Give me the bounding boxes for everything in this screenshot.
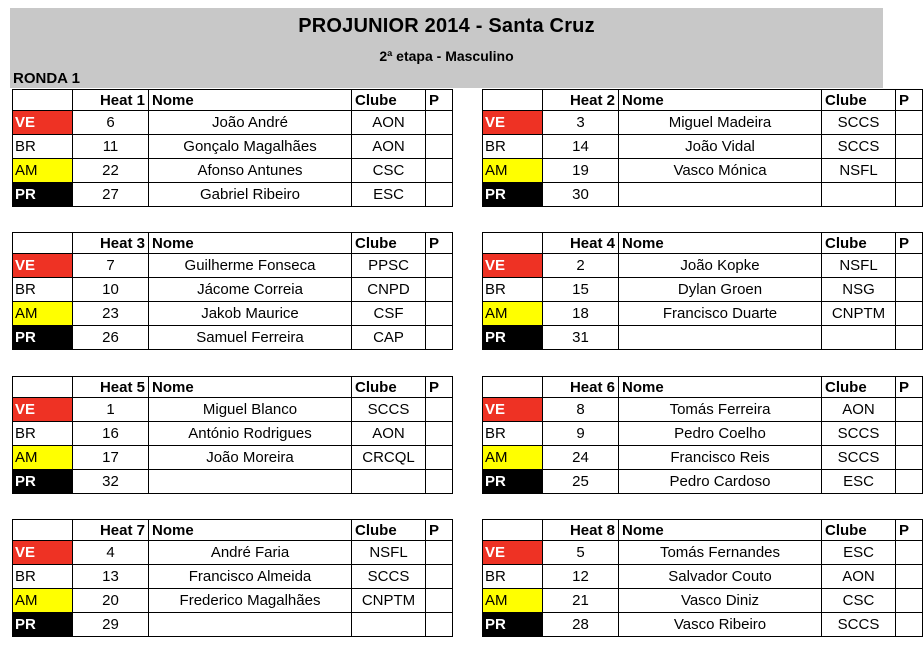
header-club: Clube (822, 90, 896, 111)
surfer-name: Tomás Ferreira (619, 398, 822, 422)
surfer-number: 11 (73, 135, 149, 159)
surfer-club: NSFL (822, 159, 896, 183)
points-cell (426, 111, 453, 135)
surfer-club: SCCS (822, 422, 896, 446)
surfer-number: 3 (543, 111, 619, 135)
header-p: P (426, 233, 453, 254)
surfer-club (822, 183, 896, 207)
surfer-number: 21 (543, 589, 619, 613)
header-p: P (426, 520, 453, 541)
surfer-name: Frederico Magalhães (149, 589, 352, 613)
heat-label: Heat 3 (73, 233, 149, 254)
surfer-name: Jácome Correia (149, 278, 352, 302)
surfer-club (352, 470, 426, 494)
table-row (483, 135, 923, 159)
header-p: P (896, 90, 923, 111)
surfer-name: Francisco Almeida (149, 565, 352, 589)
surfer-name (149, 470, 352, 494)
surfer-name: Pedro Coelho (619, 422, 822, 446)
page-subtitle: 2ª etapa - Masculino (379, 48, 514, 64)
position-badge: BR (483, 278, 543, 302)
table-row (13, 183, 453, 207)
position-badge: AM (13, 446, 73, 470)
table-row (13, 135, 453, 159)
header-club: Clube (822, 520, 896, 541)
surfer-name: Guilherme Fonseca (149, 254, 352, 278)
surfer-number: 1 (73, 398, 149, 422)
position-badge: VE (483, 541, 543, 565)
table-row (13, 254, 453, 278)
surfer-club: AON (352, 135, 426, 159)
surfer-club: SCCS (822, 446, 896, 470)
surfer-number: 16 (73, 422, 149, 446)
heat-header-row (13, 90, 453, 111)
points-cell (426, 183, 453, 207)
heat-header-row (13, 377, 453, 398)
surfer-club: NSG (822, 278, 896, 302)
surfer-number: 6 (73, 111, 149, 135)
table-row (483, 398, 923, 422)
surfer-name: Salvador Couto (619, 565, 822, 589)
surfer-club: CSC (352, 159, 426, 183)
table-row (13, 446, 453, 470)
header-blank (13, 90, 73, 111)
heat-table (482, 232, 923, 350)
header-blank (483, 233, 543, 254)
position-badge: BR (13, 422, 73, 446)
position-badge: VE (483, 254, 543, 278)
heat-table (482, 89, 923, 207)
header-club: Clube (352, 90, 426, 111)
heat-table (12, 232, 453, 350)
surfer-number: 27 (73, 183, 149, 207)
header-name: Nome (619, 90, 822, 111)
surfer-number: 28 (543, 613, 619, 637)
heat-header-row (483, 90, 923, 111)
points-cell (426, 613, 453, 637)
header-name: Nome (149, 377, 352, 398)
surfer-club: CSF (352, 302, 426, 326)
position-badge: BR (13, 135, 73, 159)
position-badge: VE (483, 398, 543, 422)
surfer-name: Miguel Madeira (619, 111, 822, 135)
points-cell (896, 302, 923, 326)
surfer-club: ESC (822, 541, 896, 565)
table-row (483, 183, 923, 207)
surfer-name: Pedro Cardoso (619, 470, 822, 494)
position-badge: VE (13, 541, 73, 565)
surfer-number: 14 (543, 135, 619, 159)
surfer-name: João André (149, 111, 352, 135)
position-badge: PR (483, 183, 543, 207)
surfer-number: 15 (543, 278, 619, 302)
heat-label: Heat 6 (543, 377, 619, 398)
surfer-club: SCCS (822, 111, 896, 135)
position-badge: BR (483, 565, 543, 589)
table-row (483, 613, 923, 637)
points-cell (896, 446, 923, 470)
header-blank (13, 520, 73, 541)
surfer-club: SCCS (822, 613, 896, 637)
table-row (483, 302, 923, 326)
header-name: Nome (149, 520, 352, 541)
heat-header-row (483, 377, 923, 398)
surfer-club: CRCQL (352, 446, 426, 470)
position-badge: PR (483, 470, 543, 494)
heat-label: Heat 5 (73, 377, 149, 398)
table-row (483, 159, 923, 183)
points-cell (426, 398, 453, 422)
header-club: Clube (822, 377, 896, 398)
surfer-name: Jakob Maurice (149, 302, 352, 326)
table-row (483, 470, 923, 494)
surfer-name: António Rodrigues (149, 422, 352, 446)
surfer-number: 17 (73, 446, 149, 470)
heat-label: Heat 8 (543, 520, 619, 541)
points-cell (426, 254, 453, 278)
table-row (13, 278, 453, 302)
surfer-name: João Vidal (619, 135, 822, 159)
position-badge: BR (13, 278, 73, 302)
table-row (13, 159, 453, 183)
surfer-name: Samuel Ferreira (149, 326, 352, 350)
heat-table (12, 376, 453, 494)
surfer-number: 8 (543, 398, 619, 422)
position-badge: AM (483, 159, 543, 183)
surfer-name: Tomás Fernandes (619, 541, 822, 565)
surfer-club: NSFL (822, 254, 896, 278)
table-row (483, 111, 923, 135)
heat-table (482, 519, 923, 637)
table-row (13, 541, 453, 565)
surfer-number: 12 (543, 565, 619, 589)
points-cell (896, 422, 923, 446)
surfer-name (619, 183, 822, 207)
position-badge: PR (13, 183, 73, 207)
surfer-club: NSFL (352, 541, 426, 565)
surfer-club: CNPD (352, 278, 426, 302)
points-cell (896, 470, 923, 494)
table-row (483, 446, 923, 470)
table-row (483, 422, 923, 446)
surfer-number: 30 (543, 183, 619, 207)
points-cell (426, 135, 453, 159)
position-badge: VE (13, 398, 73, 422)
surfer-club (822, 326, 896, 350)
surfer-name: Miguel Blanco (149, 398, 352, 422)
surfer-number: 22 (73, 159, 149, 183)
surfer-name: Vasco Mónica (619, 159, 822, 183)
surfer-club: PPSC (352, 254, 426, 278)
table-row (483, 541, 923, 565)
surfer-number: 2 (543, 254, 619, 278)
surfer-number: 7 (73, 254, 149, 278)
surfer-name: João Moreira (149, 446, 352, 470)
table-row (13, 111, 453, 135)
header-club: Clube (352, 520, 426, 541)
heat-label: Heat 2 (543, 90, 619, 111)
surfer-name: Francisco Duarte (619, 302, 822, 326)
points-cell (896, 135, 923, 159)
table-row (13, 589, 453, 613)
surfer-number: 5 (543, 541, 619, 565)
points-cell (426, 326, 453, 350)
header-club: Clube (822, 233, 896, 254)
position-badge: PR (483, 613, 543, 637)
surfer-club: AON (822, 398, 896, 422)
header-p: P (426, 90, 453, 111)
surfer-club: CAP (352, 326, 426, 350)
position-badge: AM (13, 302, 73, 326)
points-cell (896, 254, 923, 278)
table-row (13, 613, 453, 637)
heat-header-row (483, 520, 923, 541)
surfer-club: ESC (822, 470, 896, 494)
points-cell (426, 302, 453, 326)
points-cell (896, 326, 923, 350)
points-cell (426, 446, 453, 470)
surfer-name (619, 326, 822, 350)
points-cell (426, 589, 453, 613)
heat-table (482, 376, 923, 494)
surfer-club (352, 613, 426, 637)
table-row (13, 398, 453, 422)
table-row (13, 470, 453, 494)
position-badge: VE (13, 111, 73, 135)
surfer-name: Vasco Diniz (619, 589, 822, 613)
surfer-name: Gabriel Ribeiro (149, 183, 352, 207)
position-badge: AM (13, 589, 73, 613)
position-badge: PR (13, 326, 73, 350)
position-badge: BR (483, 422, 543, 446)
round-label: RONDA 1 (13, 70, 80, 87)
surfer-club: ESC (352, 183, 426, 207)
surfer-club: CNPTM (822, 302, 896, 326)
header-name: Nome (149, 90, 352, 111)
position-badge: PR (483, 326, 543, 350)
table-row (483, 589, 923, 613)
table-row (13, 326, 453, 350)
points-cell (896, 111, 923, 135)
position-badge: VE (483, 111, 543, 135)
position-badge: PR (13, 613, 73, 637)
surfer-number: 20 (73, 589, 149, 613)
surfer-number: 9 (543, 422, 619, 446)
header-blank (13, 233, 73, 254)
heat-header-row (13, 233, 453, 254)
surfer-club: AON (822, 565, 896, 589)
points-cell (896, 565, 923, 589)
position-badge: AM (13, 159, 73, 183)
header-blank (483, 520, 543, 541)
points-cell (426, 541, 453, 565)
header-blank (13, 377, 73, 398)
points-cell (896, 183, 923, 207)
points-cell (426, 278, 453, 302)
page-title: PROJUNIOR 2014 - Santa Cruz (298, 15, 595, 37)
surfer-number: 31 (543, 326, 619, 350)
position-badge: BR (13, 565, 73, 589)
table-row (13, 565, 453, 589)
surfer-number: 19 (543, 159, 619, 183)
surfer-club: SCCS (822, 135, 896, 159)
surfer-number: 24 (543, 446, 619, 470)
header-name: Nome (619, 377, 822, 398)
heat-table (12, 89, 453, 207)
header-p: P (426, 377, 453, 398)
heat-label: Heat 7 (73, 520, 149, 541)
table-row (483, 326, 923, 350)
header-name: Nome (149, 233, 352, 254)
table-row (483, 254, 923, 278)
points-cell (896, 613, 923, 637)
header-name: Nome (619, 520, 822, 541)
position-badge: AM (483, 589, 543, 613)
title-banner (10, 8, 883, 88)
heat-label: Heat 4 (543, 233, 619, 254)
surfer-club: SCCS (352, 398, 426, 422)
position-badge: VE (13, 254, 73, 278)
surfer-name: André Faria (149, 541, 352, 565)
surfer-name: Dylan Groen (619, 278, 822, 302)
header-name: Nome (619, 233, 822, 254)
surfer-club: SCCS (352, 565, 426, 589)
surfer-number: 18 (543, 302, 619, 326)
header-p: P (896, 377, 923, 398)
table-row (13, 422, 453, 446)
heat-header-row (13, 520, 453, 541)
points-cell (896, 278, 923, 302)
surfer-number: 23 (73, 302, 149, 326)
surfer-name: Afonso Antunes (149, 159, 352, 183)
header-blank (483, 377, 543, 398)
points-cell (896, 541, 923, 565)
surfer-name: Francisco Reis (619, 446, 822, 470)
surfer-number: 13 (73, 565, 149, 589)
table-row (483, 278, 923, 302)
position-badge: BR (483, 135, 543, 159)
surfer-club: CSC (822, 589, 896, 613)
heat-table (12, 519, 453, 637)
table-row (483, 565, 923, 589)
points-cell (426, 565, 453, 589)
header-club: Clube (352, 233, 426, 254)
surfer-name: João Kopke (619, 254, 822, 278)
surfer-number: 10 (73, 278, 149, 302)
header-blank (483, 90, 543, 111)
heat-label: Heat 1 (73, 90, 149, 111)
surfer-club: AON (352, 422, 426, 446)
surfer-number: 29 (73, 613, 149, 637)
surfer-number: 32 (73, 470, 149, 494)
header-club: Clube (352, 377, 426, 398)
points-cell (426, 470, 453, 494)
surfer-name: Gonçalo Magalhães (149, 135, 352, 159)
points-cell (426, 422, 453, 446)
table-row (13, 302, 453, 326)
position-badge: PR (13, 470, 73, 494)
surfer-club: AON (352, 111, 426, 135)
surfer-number: 25 (543, 470, 619, 494)
surfer-club: CNPTM (352, 589, 426, 613)
points-cell (896, 398, 923, 422)
surfer-name: Vasco Ribeiro (619, 613, 822, 637)
points-cell (426, 159, 453, 183)
position-badge: AM (483, 446, 543, 470)
heat-header-row (483, 233, 923, 254)
header-p: P (896, 233, 923, 254)
position-badge: AM (483, 302, 543, 326)
surfer-name (149, 613, 352, 637)
surfer-number: 4 (73, 541, 149, 565)
points-cell (896, 589, 923, 613)
surfer-number: 26 (73, 326, 149, 350)
header-p: P (896, 520, 923, 541)
points-cell (896, 159, 923, 183)
